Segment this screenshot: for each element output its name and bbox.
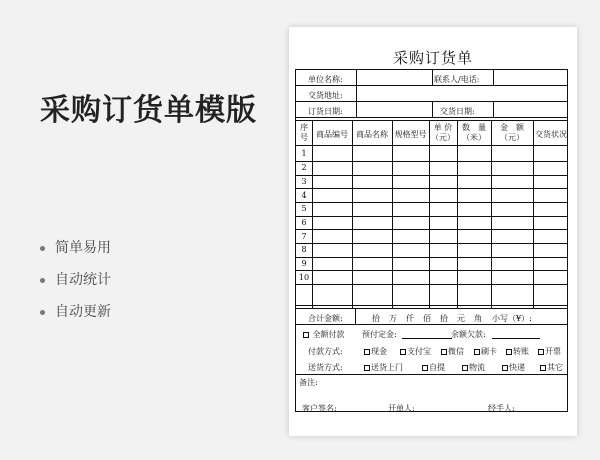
pay-option-cash[interactable]: 现金 — [364, 346, 387, 357]
feature-item — [40, 232, 111, 264]
pay-option-card[interactable]: 刷卡 — [474, 346, 497, 357]
grid-line — [352, 120, 353, 308]
feature-item — [40, 264, 111, 296]
divider — [355, 308, 356, 324]
ship-option-door[interactable]: 送货上门 — [364, 362, 403, 373]
divider — [432, 101, 433, 117]
grid-line — [296, 175, 567, 176]
checkbox-icon[interactable] — [462, 365, 468, 371]
checkbox-icon[interactable] — [422, 365, 428, 371]
ship-option-express[interactable]: 快递 — [502, 362, 525, 373]
grid-line — [296, 257, 567, 258]
deposit-underline — [402, 338, 452, 339]
row-number: 7 — [301, 232, 307, 241]
issuer-label: 开单人: — [388, 404, 415, 413]
checkbox-icon[interactable] — [540, 365, 546, 371]
divider — [296, 117, 567, 118]
divider — [493, 70, 494, 85]
col-status-header: 交货状况 — [535, 130, 567, 139]
grid-line — [296, 284, 567, 285]
address-label: 交货地址: — [308, 91, 343, 100]
row-number: 10 — [298, 273, 310, 282]
total-unit: 元 — [457, 314, 465, 323]
total-unit: 万 — [389, 314, 397, 323]
unit-name-label: 单位名称: — [308, 75, 343, 84]
grid-line — [392, 120, 393, 308]
checkbox-icon[interactable] — [506, 349, 512, 355]
divider — [296, 305, 567, 306]
row-number: 2 — [301, 163, 307, 172]
total-lower-label: 小写（¥）: — [492, 314, 532, 323]
total-unit: 佰 — [423, 314, 431, 323]
divider — [493, 101, 494, 117]
ship-option-pickup[interactable]: 自提 — [422, 362, 445, 373]
divider — [356, 101, 357, 117]
col-name-header: 商品名称 — [356, 130, 388, 139]
grid-line — [429, 120, 430, 308]
bullet-icon — [40, 246, 45, 251]
checkbox-icon[interactable] — [474, 349, 480, 355]
total-unit: 仟 — [406, 314, 414, 323]
feature-label: 简单易用 — [55, 240, 111, 256]
row-number: 4 — [301, 191, 307, 200]
row-number: 5 — [301, 204, 307, 213]
total-unit: 角 — [474, 314, 482, 323]
ship-option-other[interactable]: 其它 — [540, 362, 563, 373]
grid-line — [296, 145, 567, 146]
col-price-header: 单 价 （元） — [431, 123, 455, 142]
grid-line — [533, 120, 534, 308]
row-number: 3 — [301, 177, 307, 186]
col-code-header: 商品编号 — [316, 130, 348, 139]
grid-line — [296, 161, 567, 162]
ship-method-label: 送货方式: — [308, 363, 343, 372]
divider — [356, 70, 357, 85]
bullet-icon — [40, 310, 45, 315]
checkbox-icon[interactable] — [441, 349, 447, 355]
balance-label: 余额欠款: — [451, 330, 486, 339]
row-number: 6 — [301, 218, 307, 227]
divider — [296, 120, 567, 121]
checkbox-icon[interactable] — [400, 349, 406, 355]
grid-line — [296, 270, 567, 271]
divider — [296, 324, 567, 325]
pay-option-wechat[interactable]: 微信 — [441, 346, 464, 357]
promo-title: 采购订货单模版 — [40, 93, 257, 128]
feature-list — [40, 232, 111, 328]
checkbox-icon[interactable] — [364, 349, 370, 355]
ship-option-logistics[interactable]: 物流 — [462, 362, 485, 373]
grid-line — [296, 202, 567, 203]
pay-method-label: 付款方式: — [308, 347, 343, 356]
pay-option-alipay[interactable]: 支付宝 — [400, 346, 431, 357]
pay-option-transfer[interactable]: 转账 — [506, 346, 529, 357]
feature-label: 自动更新 — [55, 304, 111, 320]
row-number: 1 — [301, 149, 307, 158]
col-spec-header: 规格型号 — [394, 130, 427, 139]
grid-line — [296, 188, 567, 189]
bullet-icon — [40, 278, 45, 283]
customer-signature-label: 客户签名: — [302, 404, 337, 413]
contact-label: 联系人/电话: — [434, 75, 480, 84]
checkbox-icon[interactable] — [538, 349, 544, 355]
divider — [356, 85, 357, 101]
total-unit: 拾 — [372, 314, 380, 323]
order-date-label: 订货日期: — [308, 107, 343, 116]
feature-label: 自动统计 — [55, 272, 111, 288]
deposit-label: 预付定金: — [362, 330, 397, 339]
grid-line — [296, 243, 567, 244]
form-table — [295, 69, 568, 412]
total-label: 合计金额: — [308, 314, 343, 323]
divider — [296, 308, 567, 309]
grid-line — [296, 216, 567, 217]
grid-line — [312, 120, 313, 308]
col-amount-header: 金 额 （元） — [500, 123, 524, 142]
handler-label: 经手人: — [488, 404, 515, 413]
total-unit: 拾 — [440, 314, 448, 323]
order-form-sheet — [289, 27, 577, 436]
feature-item — [40, 296, 111, 328]
balance-underline — [492, 338, 540, 339]
grid-line — [296, 229, 567, 230]
row-number: 8 — [301, 245, 307, 254]
col-seq-header: 序 号 — [300, 123, 308, 142]
form-title: 采购订货单 — [392, 49, 473, 67]
divider — [432, 70, 433, 85]
promo-panel — [40, 0, 280, 460]
col-qty-header: 数 量 （米） — [462, 123, 486, 142]
grid-line — [491, 120, 492, 308]
divider — [296, 374, 567, 375]
grid-line — [457, 120, 458, 308]
remarks-label: 备注: — [299, 378, 318, 387]
divider — [296, 85, 567, 86]
checkbox-icon[interactable] — [502, 365, 508, 371]
row-number: 9 — [301, 259, 307, 268]
checkbox-icon[interactable] — [364, 365, 370, 371]
checkbox-icon[interactable] — [303, 332, 309, 338]
pay-option-invoice[interactable]: 开票 — [538, 346, 561, 357]
full-payment-option[interactable]: 全额付款 — [303, 329, 345, 340]
delivery-date-label: 交货日期: — [440, 107, 475, 116]
